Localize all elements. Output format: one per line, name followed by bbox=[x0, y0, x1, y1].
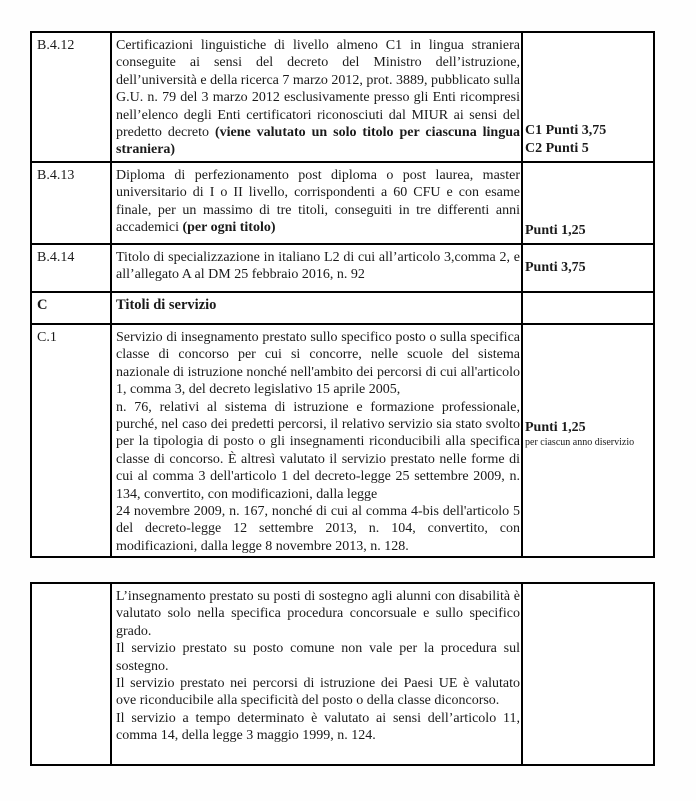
points-value: Punti 1,25 bbox=[525, 223, 586, 238]
titles-points-table bbox=[30, 31, 655, 558]
row-description: Titolo di specializzazione in italiano L2 di cui all’articolo 3,comma 2, e all’allegato A al DM 25 febbraio 2016, n. 92 bbox=[112, 245, 523, 291]
row-code-empty bbox=[32, 584, 112, 764]
points-value-c1: C1 Punti 3,75 bbox=[525, 123, 607, 138]
table-row-b414 bbox=[32, 245, 653, 293]
description-segment-3: 24 novembre 2009, n. 167, nonché di cui al comma 4-bis dell'articolo 5 del decreto-legge 12 settembre 2013, n. 104, convertito, con modificazioni, dalla legge 8 novembre 2013, n. 128. bbox=[116, 504, 520, 554]
description-text: Diploma di perfezionamento post diploma o post laurea, master universitario di I o II livello, corrispondenti a 60 CFU e con esame finale, per un massimo di tre titoli, conseguiti in tre differenti anni accademici bbox=[116, 168, 520, 236]
table-row-b412 bbox=[32, 33, 653, 163]
note-paragraph-1: L’insegnamento prestato su posti di sostegno agli alunni con disabilità è valutato solo nella specifica procedura concorsuale e sullo specifico grado. bbox=[116, 589, 520, 639]
description-segment-2: n. 76, relativi al sistema di istruzione e formazione professionale, purché, nel caso dei predetti percorsi, il relativo servizio sia stato svolto per la tipologia di posto o gli insegnamenti riconducibili alla specifica classe di concorso. È altresì valutato il servizio prestato nelle forme di cui al comma 3 dell'articolo 1 del decreto-legge 25 settembre 2009, n. 134, convertito, con modificazioni, dalla legge bbox=[116, 399, 520, 502]
note-paragraph-2: Il servizio prestato su posto comune non vale per la procedura sul sostegno. bbox=[116, 641, 520, 674]
row-points bbox=[523, 245, 653, 291]
row-description bbox=[112, 33, 523, 161]
row-points bbox=[523, 163, 653, 243]
row-points-empty bbox=[523, 293, 653, 323]
description-bold-text: (viene valutato un solo titolo per ciascuna lingua straniera) bbox=[116, 125, 520, 158]
notes-description bbox=[112, 584, 523, 764]
table-row-section-c bbox=[32, 293, 653, 325]
note-paragraph-3: Il servizio prestato nei percorsi di istruzione dei Paesi UE è valutato ove riconducibile alla specificità del posto o della classe diconcorso. bbox=[116, 676, 520, 709]
row-code: B.4.13 bbox=[32, 163, 112, 243]
points-value: Punti 1,25 bbox=[525, 420, 586, 435]
row-points bbox=[523, 325, 653, 556]
points-note: per ciascun anno diservizio bbox=[525, 437, 635, 448]
row-points-empty bbox=[523, 584, 653, 764]
points-value: Punti 3,75 bbox=[525, 260, 586, 275]
row-code: B.4.14 bbox=[32, 245, 112, 291]
table-row-b413 bbox=[32, 163, 653, 245]
table-row-c1 bbox=[32, 325, 653, 556]
section-title: Titoli di servizio bbox=[112, 293, 523, 323]
row-code: B.4.12 bbox=[32, 33, 112, 161]
section-code: C bbox=[32, 293, 112, 323]
table-row-notes bbox=[32, 584, 653, 764]
description-text: Certificazioni linguistiche di livello almeno C1 in lingua straniera conseguite ai sensi del decreto del Ministro dell’istruzione, dell’università e della ricerca 7 marzo 2012, prot. 3889, pubblicato sulla G.U. n. 79 del 3 marzo 2012 esclusivamente presso gli Enti ricompresi nell’elenco degli Enti certificatori riconosciuti dal MIUR ai sensi del predetto decreto bbox=[116, 38, 520, 141]
row-points bbox=[523, 33, 653, 161]
service-notes-table bbox=[30, 582, 655, 766]
row-code: C.1 bbox=[32, 325, 112, 556]
points-value-c2: C2 Punti 5 bbox=[525, 141, 589, 156]
description-segment-1: Servizio di insegnamento prestato sullo specifico posto o sulla specifica classe di concorso per cui si concorre, nelle scuole del sistema nazionale di istruzione nonché nell'ambito dei percorsi di cui all'articolo 1, comma 3, del decreto legislativo 15 aprile 2005, bbox=[116, 330, 520, 398]
row-description bbox=[112, 163, 523, 243]
note-paragraph-4: Il servizio a tempo determinato è valutato ai sensi dell’articolo 11, comma 14, della legge 3 maggio 1999, n. 124. bbox=[116, 710, 520, 744]
description-bold-text: (per ogni titolo) bbox=[182, 220, 276, 236]
row-description bbox=[112, 325, 523, 556]
